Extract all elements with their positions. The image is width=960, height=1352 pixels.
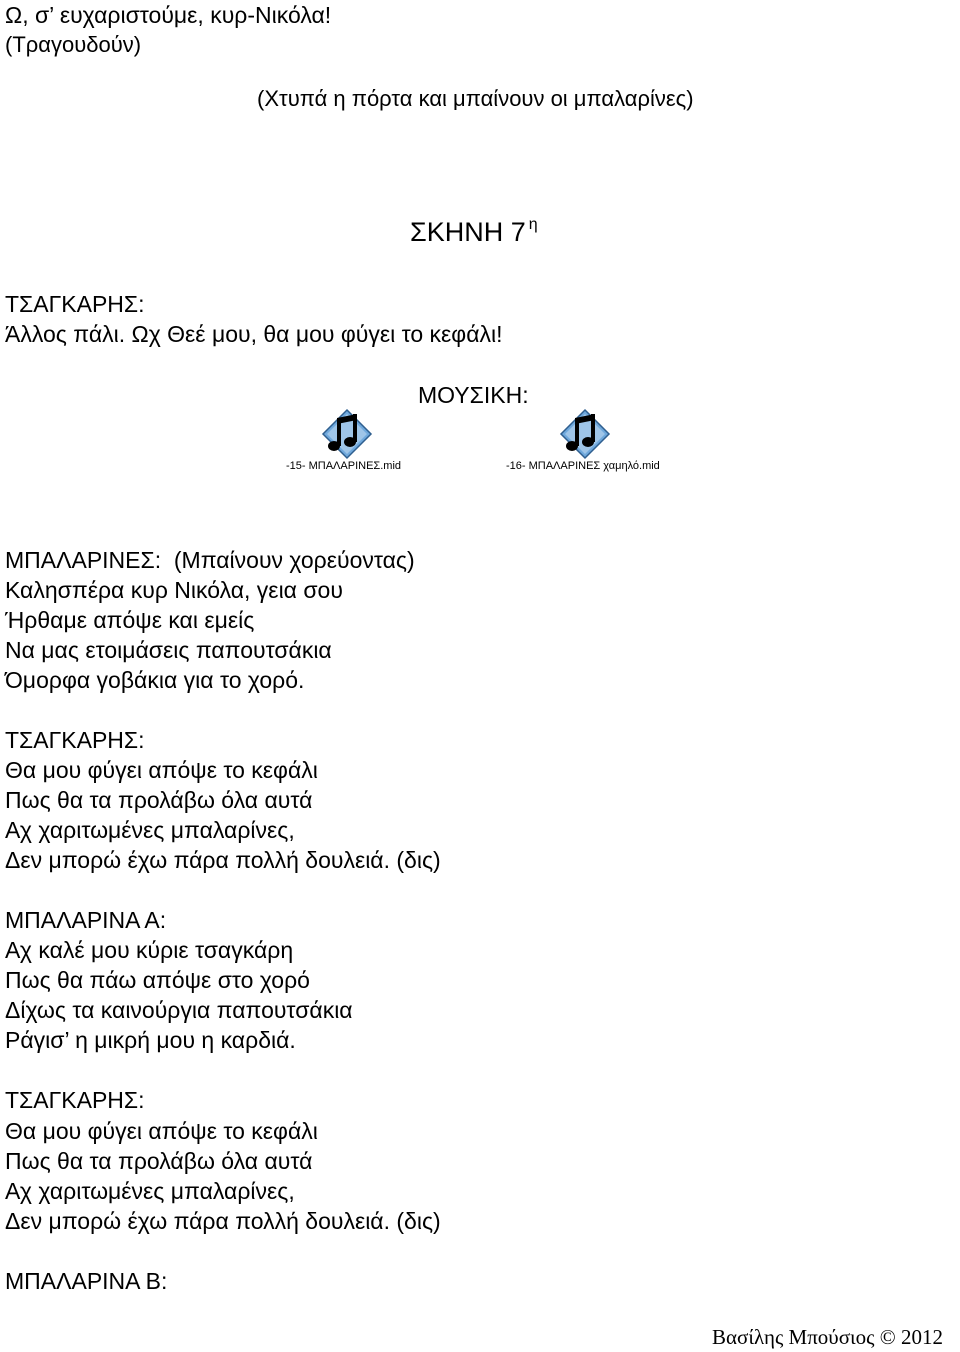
speaker-label: ΤΣΑΓΚΑΡΗΣ: [5, 727, 145, 753]
dialogue-line: Δίχως τα καινούργια παπουτσάκια [5, 997, 353, 1023]
music-note-icon[interactable] [319, 408, 375, 460]
speaker-label: ΜΠΑΛΑΡΙΝΑ Α: [5, 907, 167, 933]
dialogue-line: Άλλος πάλι. Ωχ Θεέ μου, θα μου φύγει το κεφάλι! [5, 321, 503, 347]
speaker-label: ΜΠΑΛΑΡΙΝΕΣ: [5, 547, 162, 573]
dialogue-line: Θα μου φύγει απόψε το κεφάλι [5, 1118, 318, 1144]
dialogue-line: Όμορφα γοβάκια για το χορό. [5, 667, 305, 693]
dialogue-line: Ήρθαμε απόψε και εμείς [5, 607, 255, 633]
dialogue-line: Ω, σ’ ευχαριστούμε, κυρ-Νικόλα! [5, 2, 332, 28]
speaker-label: ΜΠΑΛΑΡΙΝΑ Β: [5, 1268, 168, 1294]
copyright-footer: Βασίλης Μπούσιος © 2012 [712, 1325, 943, 1349]
scene-title [410, 216, 538, 247]
dialogue-line: Αχ χαριτωμένες μπαλαρίνες, [5, 1178, 295, 1204]
speaker-line [5, 549, 415, 572]
dialogue-line: Πως θα τα προλάβω όλα αυτά [5, 1148, 313, 1174]
stage-direction: (Μπαίνουν χορεύοντας) [173, 547, 415, 573]
speaker-label: ΤΣΑΓΚΑΡΗΣ: [5, 1087, 145, 1113]
dialogue-line: Αχ καλέ μου κύριε τσαγκάρη [5, 937, 294, 963]
dialogue-line: Δεν μπορώ έχω πάρα πολλή δουλειά. (δις) [5, 847, 441, 873]
dialogue-line: Πως θα πάω απόψε στο χορό [5, 967, 310, 993]
dialogue-line: Πως θα τα προλάβω όλα αυτά [5, 787, 313, 813]
dialogue-line: Δεν μπορώ έχω πάρα πολλή δουλειά. (δις) [5, 1208, 441, 1234]
scene-title-text: ΣΚΗΝΗ 7 [410, 217, 526, 247]
dialogue-line: Να μας ετοιμάσεις παπουτσάκια [5, 637, 332, 663]
dialogue-line: Αχ χαριτωμένες μπαλαρίνες, [5, 817, 295, 843]
dialogue-line: Ράγισ’ η μικρή μου η καρδιά. [5, 1027, 296, 1053]
speaker-label: ΤΣΑΓΚΑΡΗΣ: [5, 291, 145, 317]
music-file-label[interactable]: -16- ΜΠΑΛΑΡΙΝΕΣ χαμηλό.mid [506, 460, 660, 472]
stage-direction: (Τραγουδούν) [5, 32, 142, 57]
music-note-icon[interactable] [557, 408, 613, 460]
dialogue-line: Θα μου φύγει απόψε το κεφάλι [5, 757, 318, 783]
music-file-label[interactable]: -15- ΜΠΑΛΑΡΙΝΕΣ.mid [286, 460, 402, 472]
scene-title-superscript: η [528, 216, 538, 233]
dialogue-line: Καλησπέρα κυρ Νικόλα, γεια σου [5, 577, 343, 603]
stage-direction: (Χτυπά η πόρτα και μπαίνουν οι μπαλαρίνες) [257, 86, 694, 111]
music-heading: ΜΟΥΣΙΚΗ: [418, 382, 529, 408]
